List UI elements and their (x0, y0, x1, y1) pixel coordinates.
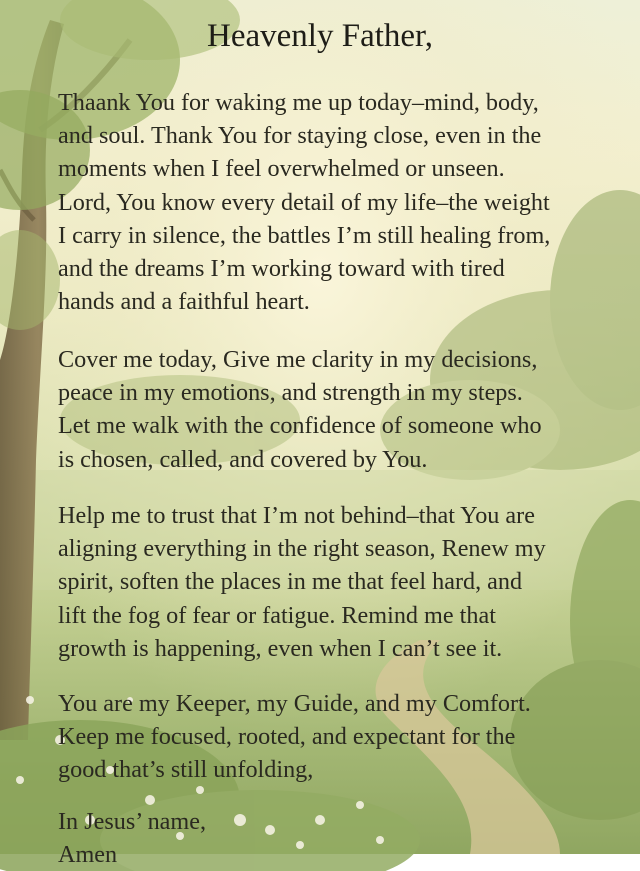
prayer-paragraph-gratitude: Thaank You for waking me up today–mind, body, and soul. Thank You for staying close, even in the moments when I feel overwhelmed or unseen. Lord, You know every detail of my life–the weight I carry in silence, the battles I’m still healing from, and the dreams I’m working toward with tired hands and a faithful heart. (58, 89, 551, 316)
prayer-paragraph-covering: Cover me today, Give me clarity in my decisions, peace in my emotions, and strength in my steps. Let me walk with the confidence of someone who is chosen, called, and covered by You. (58, 346, 542, 473)
prayer-paragraph-keeper: You are my Keeper, my Guide, and my Comfort. Keep me focused, rooted, and expectant for the good that’s still unfolding, (58, 690, 531, 784)
prayer-closing: In Jesus’ name, Amen (58, 808, 206, 869)
prayer-paragraph-trust: Help me to trust that I’m not behind–that You are aligning everything in the right season, Renew my spirit, soften the places in me that feel hard, and lift the fog of fear or fatigue. Remind me that growth is happening, even when I can’t see it. (58, 502, 546, 662)
prayer-title: Heavenly Father, (207, 18, 433, 54)
